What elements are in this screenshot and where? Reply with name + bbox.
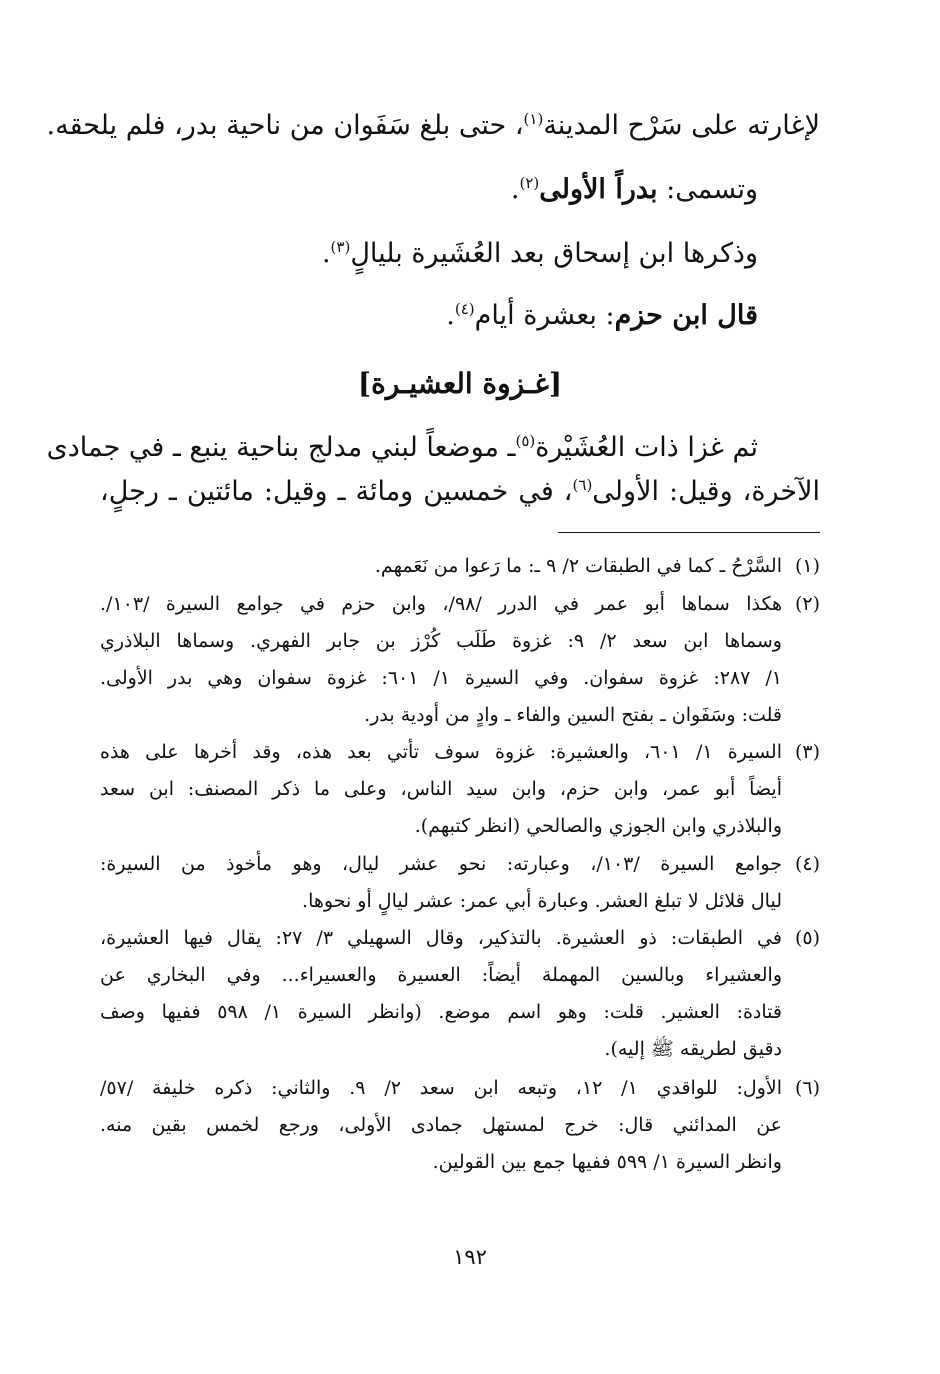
body-line-6: الآخرة، وقيل: الأولى$^{(٦)}$، في خمسين ومائة ـ وقيل: مائتين ـ رجلٍ، xyxy=(100,476,820,507)
footnote-ref-3[interactable]: (٣) xyxy=(330,238,351,256)
body-line-3: وذكرها ابن إسحاق بعد العُشَيرة بليالٍ$^{(٣)}$. xyxy=(321,238,758,269)
book-page: لإغارته على سَرْح المدينة$^{(١)}$، حتى بلغ سَفَوان من ناحية بدر، فلم يلحقه. وتسمى: بدراً الأولى$^{(٢)}$. وذكرها ابن إسحاق بعد العُشَيرة بليالٍ$^{(٣)}$. قال ابن حزم: بعشرة أيام$^{(٤)}$. [غـزوة العشيـرة] ثم غزا ذات العُشَيْرة$^{(٥)}$ـ موضعاً لبني مدلج بناحية ينبع ـ في جمادى الآخرة، وقيل: الأولى$^{(٦)}$، في خمسين ومائة ـ وقيل: مائتين ـ رجلٍ، (١) السَّرْحُ ـ كما في الطبقات ٢/ ٩ ـ: ما رَعوا من نَعَمهم. (٢) هكذا سماها أبو عمر في الدرر /٩٨/، وابن حزم في جوامع السيرة /١٠٣/. وسماها ابن سعد ٢/ ٩: غزوة طَلَب كُرْز بن جابر الفهري. وسماها البلاذري ١/ ٢٨٧: غزوة سفوان. وفي السيرة ١/ ٦٠١: غزوة سفوان وهي بدر الأولى. قلت: وسَفَوان ـ بفتح السين والفاء ـ وادٍ من أودية بدر. (٣) السيرة ١/ ٦٠١، والعشيرة: غزوة سوف تأتي بعد هذه، وقد أخرها على هذه أيضاً أبو عمر، وابن حزم، وابن سيد الناس، وعلى ما ذكر المصنف: ابن سعد والبلاذري وابن الجوزي والصالحي (انظر كتبهم). (٤) جوامع السيرة /١٠٣/، وعبارته: نحو عشر ليال، وهو مأخوذ من السيرة: ليال قلائل لا تبلغ العشر. وعبارة أبي عمر: عشر ليالٍ أو نحوها. (٥) في الطبقات: ذو العشيرة. بالتذكير، وقال السهيلي ٣/ ٢٧: يقال فيها العشيرة، والعشيراء وبالسين المهملة أيضاً: العسيرة والعسيراء... وفي البخاري عن قتادة: العشير. قلت: وهو اسم موضع. (وانظر السيرة ١/ ٥٩٨ ففيها وصف دقيق لطريقه ﷺ إليه). (٦) الأول: للواقدي ١/ ١٢، وتبعه ابن سعد ٢/ ٩. والثاني: ذكره خليفة /٥٧/ عن المدائني قال: خرج لمستهل جمادى الأولى، ورجع لخمس بقين منه. وانظر السيرة ١/ ٥٩٩ ففيها جمع بين القولين. ١٩٢ xyxy=(0,0,940,1374)
page-number: ١٩٢ xyxy=(453,1245,487,1269)
footnote-ref-4[interactable]: (٤) xyxy=(454,300,475,318)
body-line-1: لإغارته على سَرْح المدينة$^{(١)}$، حتى بلغ سَفَوان من ناحية بدر، فلم يلحقه. xyxy=(46,110,820,141)
footnote-ref-1[interactable]: (١) xyxy=(523,110,544,128)
body-line-5: ثم غزا ذات العُشَيْرة$^{(٥)}$ـ موضعاً لبني مدلج بناحية ينبع ـ في جمادى xyxy=(46,432,758,463)
footnote-ref-6[interactable]: (٦) xyxy=(572,476,593,494)
footnote-ref-5[interactable]: (٥) xyxy=(515,432,536,450)
body-line-2: وتسمى: بدراً الأولى$^{(٢)}$. xyxy=(510,174,758,205)
section-heading: [غـزوة العشيـرة] xyxy=(357,367,563,400)
footnote-ref-2[interactable]: (٢) xyxy=(519,174,540,192)
body-line-4: قال ابن حزم: بعشرة أيام$^{(٤)}$. xyxy=(446,300,758,331)
footnote-separator xyxy=(558,532,820,533)
